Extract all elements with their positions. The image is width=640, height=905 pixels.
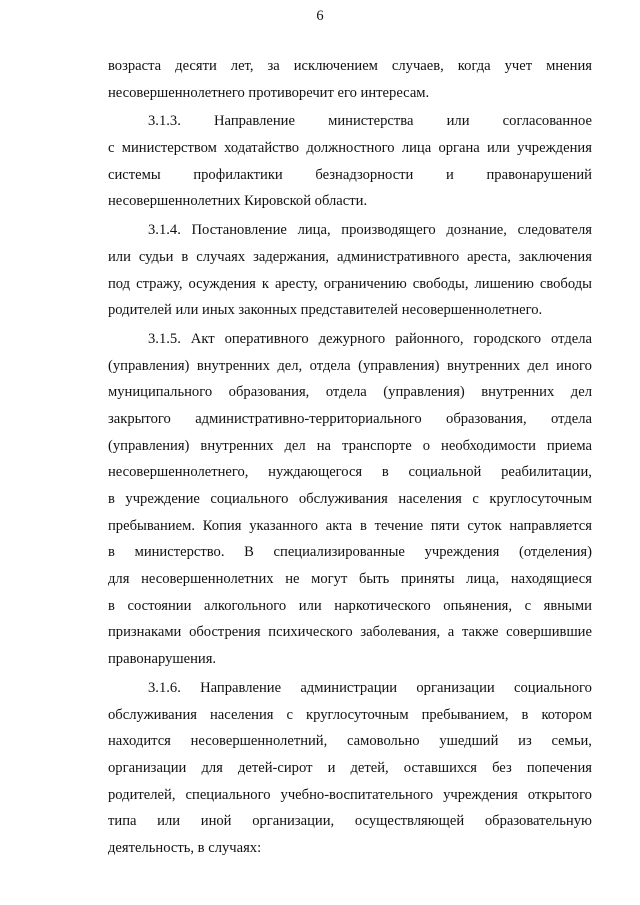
word: дел xyxy=(284,437,306,454)
word: свободы xyxy=(539,275,592,292)
word: или xyxy=(108,248,131,265)
word: образовательную xyxy=(484,813,592,830)
word: задержания, xyxy=(253,248,330,265)
word: дел xyxy=(527,357,549,374)
word: суток xyxy=(467,517,502,534)
word: могут xyxy=(311,571,348,588)
word: круглосуточным xyxy=(306,706,409,723)
word: 3.1.4. xyxy=(148,222,181,239)
word: приема xyxy=(546,437,592,454)
text-line xyxy=(108,539,592,566)
word: для xyxy=(108,571,130,588)
text-line xyxy=(108,808,592,835)
word: министерства xyxy=(328,113,414,130)
word: исключением xyxy=(293,58,378,74)
word: совершившие xyxy=(506,624,592,641)
word: случаев, xyxy=(391,58,444,74)
word: без xyxy=(492,759,512,776)
word: отдела xyxy=(551,410,592,427)
word: или xyxy=(298,597,322,614)
word: заболевания, xyxy=(360,624,441,641)
word: опьянения, xyxy=(443,597,513,614)
word: населения xyxy=(398,491,462,507)
word: детей-сирот xyxy=(237,759,313,776)
word: психического xyxy=(268,624,353,641)
word: необходимости xyxy=(441,437,536,454)
word: 3.1.6. xyxy=(148,679,181,696)
word: Постановление xyxy=(191,222,287,239)
word: родителей, xyxy=(108,786,176,803)
word: аресту, xyxy=(274,275,318,292)
word: учреждения xyxy=(424,544,500,561)
word: ходатайство xyxy=(224,140,300,157)
word: дел, xyxy=(277,357,303,374)
word: населения xyxy=(210,706,274,723)
page-number: 6 xyxy=(316,8,324,24)
word: специального xyxy=(185,786,271,803)
word: учреждения xyxy=(517,140,592,157)
word: быть xyxy=(358,571,390,588)
word: обслуживания xyxy=(108,706,197,723)
text-line xyxy=(108,619,592,646)
word: следователя xyxy=(517,222,592,239)
word: иной xyxy=(200,813,232,830)
word: для xyxy=(201,759,223,776)
word: несовершеннолетний, xyxy=(190,733,328,750)
word: или xyxy=(446,113,470,130)
word: (управления) xyxy=(108,357,190,374)
word: городского xyxy=(473,330,542,347)
word: лет, xyxy=(230,58,254,74)
word: под xyxy=(108,275,131,292)
text-line xyxy=(108,755,592,782)
word: учреждение xyxy=(125,491,200,507)
word: должностного xyxy=(306,140,395,157)
word: ограничению xyxy=(323,275,407,292)
word: производящего xyxy=(341,222,436,239)
word: оставшихся xyxy=(403,759,477,776)
word: дознание, xyxy=(446,222,507,239)
word: осуществляющей xyxy=(354,813,465,830)
word: попечения xyxy=(526,759,592,776)
word: (управления) xyxy=(358,357,440,374)
word: системы xyxy=(108,166,161,183)
line-text: родителей или иных законных представителей несовершеннолетнего. xyxy=(108,302,543,319)
word: пяти xyxy=(430,517,460,534)
word: семьи, xyxy=(551,733,592,750)
word: органа xyxy=(438,140,480,157)
word: социального xyxy=(210,491,289,507)
text-line xyxy=(108,379,592,406)
word: учет xyxy=(504,58,533,74)
text-line xyxy=(108,326,592,353)
word: закрытого xyxy=(108,410,171,427)
word: десяти xyxy=(175,58,217,74)
document-body xyxy=(108,53,592,862)
word: с xyxy=(108,140,115,157)
word: стражу, xyxy=(136,275,183,292)
text-line xyxy=(108,162,592,189)
word: несовершеннолетнего, xyxy=(108,464,249,481)
word: (управления) xyxy=(108,437,190,454)
text-line xyxy=(108,459,592,486)
word: 3.1.5. xyxy=(148,330,181,347)
word: муниципального xyxy=(108,384,213,401)
word: согласованное xyxy=(502,113,592,130)
word: круглосуточным xyxy=(489,491,592,507)
word: внутренних xyxy=(446,357,520,374)
word: административно-территориального xyxy=(195,410,422,427)
word: из xyxy=(518,733,532,750)
word: самовольно xyxy=(347,733,420,750)
text-line xyxy=(108,433,592,460)
text-line xyxy=(108,486,592,513)
word: пребыванием, xyxy=(421,706,509,723)
word: отдела xyxy=(551,330,592,347)
word: отдела xyxy=(325,384,367,401)
word: реабилитации, xyxy=(501,464,592,481)
word: оперативного xyxy=(224,330,309,347)
word: администрации xyxy=(300,679,398,696)
word: (управления) xyxy=(383,384,465,401)
word: министерство. xyxy=(134,544,225,561)
word: в xyxy=(359,517,367,534)
word: Направление xyxy=(200,679,282,696)
word: или xyxy=(487,140,510,157)
word: организации xyxy=(108,759,187,776)
word: профилактики xyxy=(193,166,283,183)
word: внутренних xyxy=(481,384,555,401)
text-line xyxy=(108,675,592,702)
word: в xyxy=(108,544,115,561)
word: районного, xyxy=(395,330,464,347)
word: лица, xyxy=(466,571,500,588)
word: свободы, xyxy=(412,275,469,292)
word: явными xyxy=(543,597,592,614)
word: лишению xyxy=(474,275,534,292)
word: алкогольного xyxy=(204,597,287,614)
word: в xyxy=(181,248,189,265)
word: с xyxy=(472,491,479,507)
text-line xyxy=(108,593,592,620)
word: ушедший xyxy=(439,733,499,750)
word: несовершеннолетних xyxy=(141,571,274,588)
word: образования, xyxy=(446,410,527,427)
word: в xyxy=(108,491,115,507)
word: учебно-воспитательного xyxy=(280,786,434,803)
word: котором xyxy=(541,706,592,723)
word: указанного xyxy=(249,517,318,534)
word: лица, xyxy=(297,222,331,239)
word: административного xyxy=(337,248,460,265)
text-line xyxy=(108,728,592,755)
word: внутренних xyxy=(196,357,270,374)
word: наркотического xyxy=(334,597,431,614)
word: находящиеся xyxy=(510,571,592,588)
word: правонарушений xyxy=(486,166,592,183)
line-text: несовершеннолетнего противоречит его интересам. xyxy=(108,84,430,101)
text-line xyxy=(108,566,592,593)
word: случаях xyxy=(196,248,246,265)
word: социальной xyxy=(408,464,482,481)
word: министерством xyxy=(121,140,217,157)
text-line xyxy=(108,188,592,215)
text-line xyxy=(108,53,592,80)
word: (отделения) xyxy=(518,544,592,561)
word: признаками xyxy=(108,624,182,641)
word: организации, xyxy=(252,813,335,830)
word: и xyxy=(327,759,336,776)
word: к xyxy=(261,275,269,292)
text-line xyxy=(108,244,592,271)
word: а xyxy=(447,624,455,641)
word: с xyxy=(286,706,293,723)
word: или xyxy=(157,813,181,830)
word: направляется xyxy=(509,517,592,534)
word: учреждения xyxy=(443,786,518,803)
word: дел xyxy=(570,384,592,401)
word: осуждения xyxy=(188,275,256,292)
word: транспорте xyxy=(342,437,412,454)
word: приняты xyxy=(400,571,455,588)
word: безнадзорности xyxy=(315,166,414,183)
word: обострения xyxy=(189,624,261,641)
word: состоянии xyxy=(127,597,192,614)
word: лица xyxy=(401,140,432,157)
word: с xyxy=(524,597,532,614)
word: специализированные xyxy=(273,544,405,561)
text-line xyxy=(108,80,592,107)
line-text: несовершеннолетних Кировской области. xyxy=(108,193,368,210)
word: 3.1.3. xyxy=(148,113,181,130)
text-line xyxy=(108,271,592,298)
text-line xyxy=(108,108,592,135)
word: социального xyxy=(513,679,592,696)
word: на xyxy=(316,437,331,454)
line-text: правонарушения. xyxy=(108,651,217,668)
word: в xyxy=(108,597,115,614)
text-line xyxy=(108,646,592,673)
word: внутренних xyxy=(200,437,274,454)
word: в xyxy=(521,706,529,723)
text-line xyxy=(108,702,592,729)
word: когда xyxy=(457,58,491,74)
word: нуждающегося xyxy=(268,464,363,481)
word: детей, xyxy=(350,759,389,776)
word: образования, xyxy=(228,384,310,401)
text-line xyxy=(108,406,592,433)
text-line xyxy=(108,835,592,862)
word: типа xyxy=(108,813,137,830)
word: Акт xyxy=(190,330,215,347)
word: судьи xyxy=(138,248,174,265)
word: мнения xyxy=(546,58,592,74)
word: дежурного xyxy=(318,330,386,347)
word: пребыванием. xyxy=(108,517,195,534)
text-line xyxy=(108,353,592,380)
word: обслуживания xyxy=(298,491,388,507)
word: течение xyxy=(374,517,424,534)
word: возраста xyxy=(108,58,162,74)
word: о xyxy=(422,437,431,454)
word: не xyxy=(285,571,300,588)
word: также xyxy=(461,624,499,641)
word: В xyxy=(244,544,254,561)
text-line xyxy=(108,513,592,540)
word: в xyxy=(381,464,389,481)
text-line xyxy=(108,782,592,809)
text-line xyxy=(108,297,592,324)
word: Копия xyxy=(202,517,242,534)
word: акта xyxy=(325,517,353,534)
word: отдела xyxy=(309,357,351,374)
text-line xyxy=(108,217,592,244)
word: Направление xyxy=(214,113,295,130)
text-line xyxy=(108,135,592,162)
word: и xyxy=(446,166,454,183)
word: иного xyxy=(556,357,592,374)
word: ареста, xyxy=(467,248,511,265)
word: организации xyxy=(416,679,495,696)
word: находится xyxy=(108,733,171,750)
word: за xyxy=(267,58,280,74)
word: открытого xyxy=(527,786,592,803)
line-text: деятельность, в случаях: xyxy=(108,839,262,856)
word: заключения xyxy=(518,248,592,265)
